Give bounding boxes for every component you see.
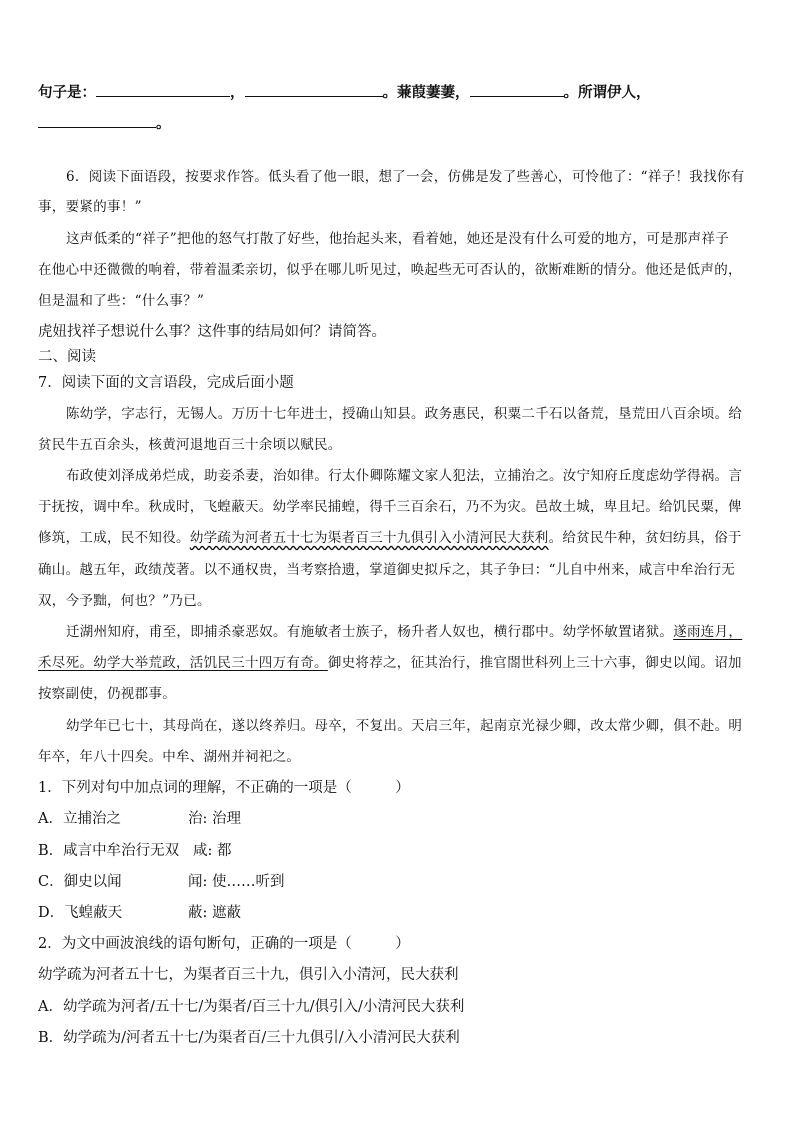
- fill-period-2: 。所谓伊人，: [563, 84, 651, 101]
- option-d-right: 蔽: 遮蔽: [188, 905, 241, 921]
- q6-intro: 6．阅读下面语段，按要求作答。低头看了他一眼，想了一会，仿佛是发了些善心，可怜他了：“祥子！我找你有: [66, 169, 745, 185]
- q7-title: 7．阅读下面的文言语段，完成后面小题: [38, 375, 294, 391]
- option-a-left: A．立捕治之: [38, 811, 121, 827]
- q6-paragraph-3: 但是温和了些：“什么事？”: [38, 293, 205, 309]
- fill-comma: ，: [230, 84, 245, 101]
- wavy-sentence: 幼学疏为河者五十七为渠者百三十九俱引入小清河民大获利: [189, 530, 549, 546]
- q7-p4b: 年卒，年八十四矣。中牟、湖州并祠祀之。: [38, 749, 301, 765]
- q7-p1a: 陈幼学，字志行，无锡人。万历十七年进士，授确山知县。政务惠民，积粟二千石以备荒，垦荒田八百余顷。给: [66, 406, 743, 422]
- q7-p1b: 贫民牛五百余头，核黄河退地百三十余顷以赋民。: [38, 437, 342, 453]
- sub2-stem: 2．为文中画波浪线的语句断句，正确的一项是（ ）: [38, 936, 410, 952]
- sub1-option-a[interactable]: [38, 809, 121, 829]
- fill-blank-line: [38, 82, 651, 103]
- fill-blank-line-2: [38, 113, 171, 134]
- fill-period-3: 。: [156, 115, 171, 132]
- q7-p2a: 布政使刘泽成弟烂成，助妾杀妻，治如律。行太仆卿陈耀文家人犯法，立捕治之。汝宁知府丘度虑幼学得祸。言: [66, 468, 743, 484]
- q6-intro-2: 事，要紧的事！”: [38, 199, 142, 215]
- option-c-right: 闻: 使……听到: [188, 874, 285, 890]
- q7-p2c-post: 。给贫民牛种，贫妇纺具，俗于: [548, 530, 742, 546]
- option-b-right: 咸: 都: [193, 843, 232, 859]
- underlined-sentence-2: 禾尽死。幼学大举荒政，活饥民三十四万有奇。: [38, 655, 328, 671]
- sub1-option-c[interactable]: [38, 872, 122, 892]
- q7-p2d: 确山。越五年，政绩茂著。以不通权贵，当考察拾遗，掌道御史拟斥之，其子争曰：“儿自中州来，咸言中牟治行无: [38, 562, 736, 578]
- q6-paragraph-2: 在他心中还微微的响着，带着温柔亲切，似乎在哪儿听见过，唤起些无可否认的，欲断难断的情分。他还是低声的，: [38, 262, 742, 278]
- option-a-right: 治: 治理: [188, 811, 241, 827]
- sub2-sentence: 幼学疏为河者五十七，为渠者百三十九，俱引入小清河，民大获利: [38, 967, 459, 983]
- q7-p2b: 于抚按，调中牟。秋成时，飞蝗蔽天。幼学率民捕蝗，得千三百余石，乃不为灾。邑故土城，卑且圮。给饥民粟，俾: [38, 499, 742, 515]
- q7-p4a: 幼学年已七十，其母尚在，遂以终养归。母卒，不复出。天启三年，起南京光禄少卿，改太常少卿，俱不赴。明: [66, 718, 743, 734]
- sub2-option-b[interactable]: B．幼学疏为/河者五十七/为渠者百/三十九俱引/入小清河民大获利: [38, 1030, 460, 1046]
- sub1-option-b[interactable]: [38, 841, 179, 861]
- answer-blank-4[interactable]: [38, 113, 156, 128]
- fill-period-1: 。蒹葭萋萋，: [382, 84, 470, 101]
- sub1-stem: 1．下列对句中加点词的理解，不正确的一项是（ ）: [38, 780, 410, 796]
- option-c-left: C．御史以闻: [38, 874, 122, 890]
- underlined-sentence-1: 遂雨连月，: [673, 624, 743, 640]
- q7-p3a: [66, 622, 742, 642]
- sub2-option-a[interactable]: A．幼学疏为河者/五十七/为渠者/百三十九/俱引入/小清河民大获利: [38, 999, 465, 1015]
- answer-blank-3[interactable]: [470, 82, 564, 97]
- option-d-left: D．飞蝗蔽天: [38, 905, 123, 921]
- answer-blank-1[interactable]: [96, 82, 230, 97]
- q7-p3a-pre: 迁湖州知府，甫至，即捕杀豪恶奴。有施敏者士族子，杨升者人奴也，横行郡中。幼学怀敏置诸狱。: [66, 624, 674, 640]
- sub1-option-d[interactable]: [38, 903, 122, 923]
- fill-prefix: 句子是：: [38, 84, 96, 101]
- q7-p3c: 按察副使，仍视郡事。: [38, 686, 176, 702]
- option-b-left: B．咸言中牟治行无双: [38, 843, 180, 859]
- q6-question: 虎妞找祥子想说什么事？这件事的结局如何？请简答。: [38, 324, 386, 340]
- q7-p3b-post: 御史将荐之，征其治行，推官閤世科列上三十六事，御史以闻。诏加: [327, 655, 742, 671]
- answer-blank-2[interactable]: [245, 82, 383, 97]
- q6-paragraph-1: 这声低柔的“祥子”把他的怒气打散了好些，他抬起头来，看着她，她还是没有什么可爱的地方，可是那声祥子: [66, 231, 730, 247]
- q7-p2e: 双，今予黜，何也？”乃已。: [38, 593, 211, 609]
- section-title: 二、阅读: [38, 349, 96, 365]
- q7-p3b: [38, 653, 742, 673]
- q7-p2c: [38, 528, 742, 548]
- q7-p2c-pre: 修筑，工成，民不知役。: [38, 530, 190, 546]
